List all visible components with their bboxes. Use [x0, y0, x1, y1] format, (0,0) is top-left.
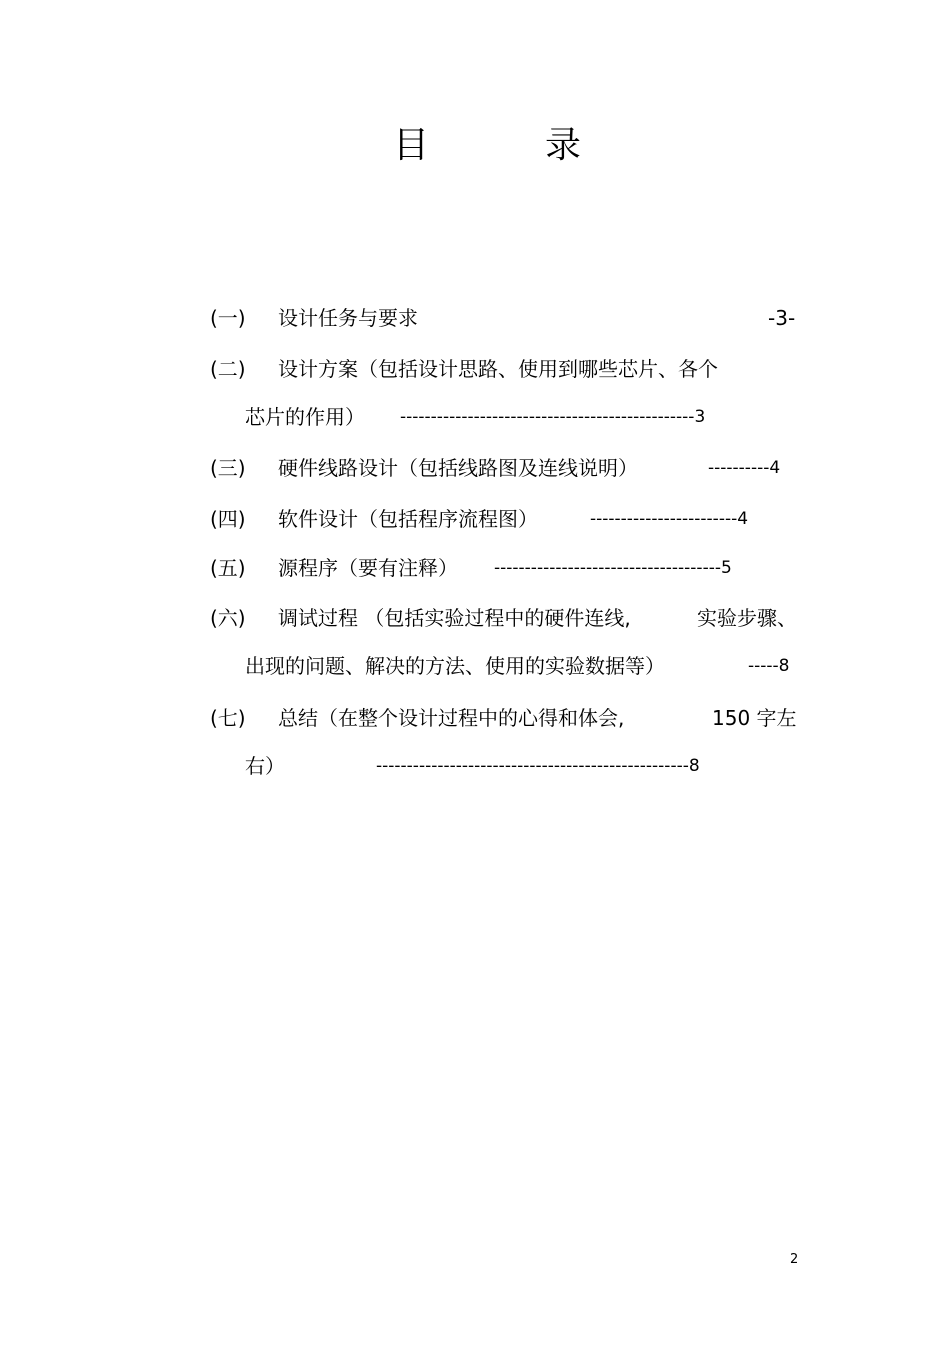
toc-entry-text-extra: 实验步骤、 — [697, 606, 797, 630]
toc-entry-number: (三) — [210, 456, 246, 480]
toc-entry-1 — [0, 303, 950, 333]
toc-entry-leader: ------------------------------------------------3 — [400, 407, 706, 427]
toc-entry-leader: ------------------------4 — [590, 509, 749, 529]
toc-entry-text: 设计方案（包括设计思路、使用到哪些芯片、各个 — [278, 357, 718, 381]
toc-entry-text: 调试过程 （包括实验过程中的硬件连线, — [278, 606, 631, 630]
toc-entry-leader: -------------------------------------5 — [494, 558, 732, 578]
title-char-2: 录 — [545, 125, 582, 166]
toc-entry-text: 总结（在整个设计过程中的心得和体会, — [278, 706, 625, 730]
toc-entry-leader: -----8 — [748, 656, 790, 676]
toc-entry-page: -3- — [768, 306, 796, 330]
toc-entry-2-cont — [0, 402, 950, 432]
toc-entry-number: (二) — [210, 357, 246, 381]
toc-entry-text: 源程序（要有注释） — [278, 556, 458, 580]
toc-entry-number: (一) — [210, 306, 246, 330]
toc-entry-leader: ---------------------------------------------------8 — [376, 756, 700, 776]
toc-title — [0, 118, 950, 174]
toc-entry-6-cont — [0, 651, 950, 681]
toc-entry-leader: ----------4 — [708, 458, 781, 478]
toc-entry-5 — [0, 553, 950, 583]
toc-entry-6 — [0, 603, 950, 633]
toc-entry-2 — [0, 354, 950, 384]
toc-entry-text: 芯片的作用） — [245, 405, 365, 429]
toc-entry-7-cont — [0, 751, 950, 781]
toc-entry-number: (七) — [210, 706, 246, 730]
toc-entry-number: (六) — [210, 606, 246, 630]
toc-entry-text: 出现的问题、解决的方法、使用的实验数据等） — [245, 654, 665, 678]
toc-entry-text: 硬件线路设计（包括线路图及连线说明） — [278, 456, 638, 480]
toc-entry-text: 设计任务与要求 — [278, 306, 418, 330]
toc-entry-number: (五) — [210, 556, 246, 580]
page-number: 2 — [790, 1252, 799, 1267]
toc-entry-4 — [0, 504, 950, 534]
title-char-1: 目 — [393, 125, 430, 166]
toc-entry-number: (四) — [210, 507, 246, 531]
toc-entry-text: 软件设计（包括程序流程图） — [278, 507, 538, 531]
toc-entry-7 — [0, 703, 950, 733]
toc-entry-text: 右） — [245, 754, 285, 778]
toc-entry-text-extra: 150 字左 — [712, 706, 797, 730]
toc-entry-3 — [0, 453, 950, 483]
